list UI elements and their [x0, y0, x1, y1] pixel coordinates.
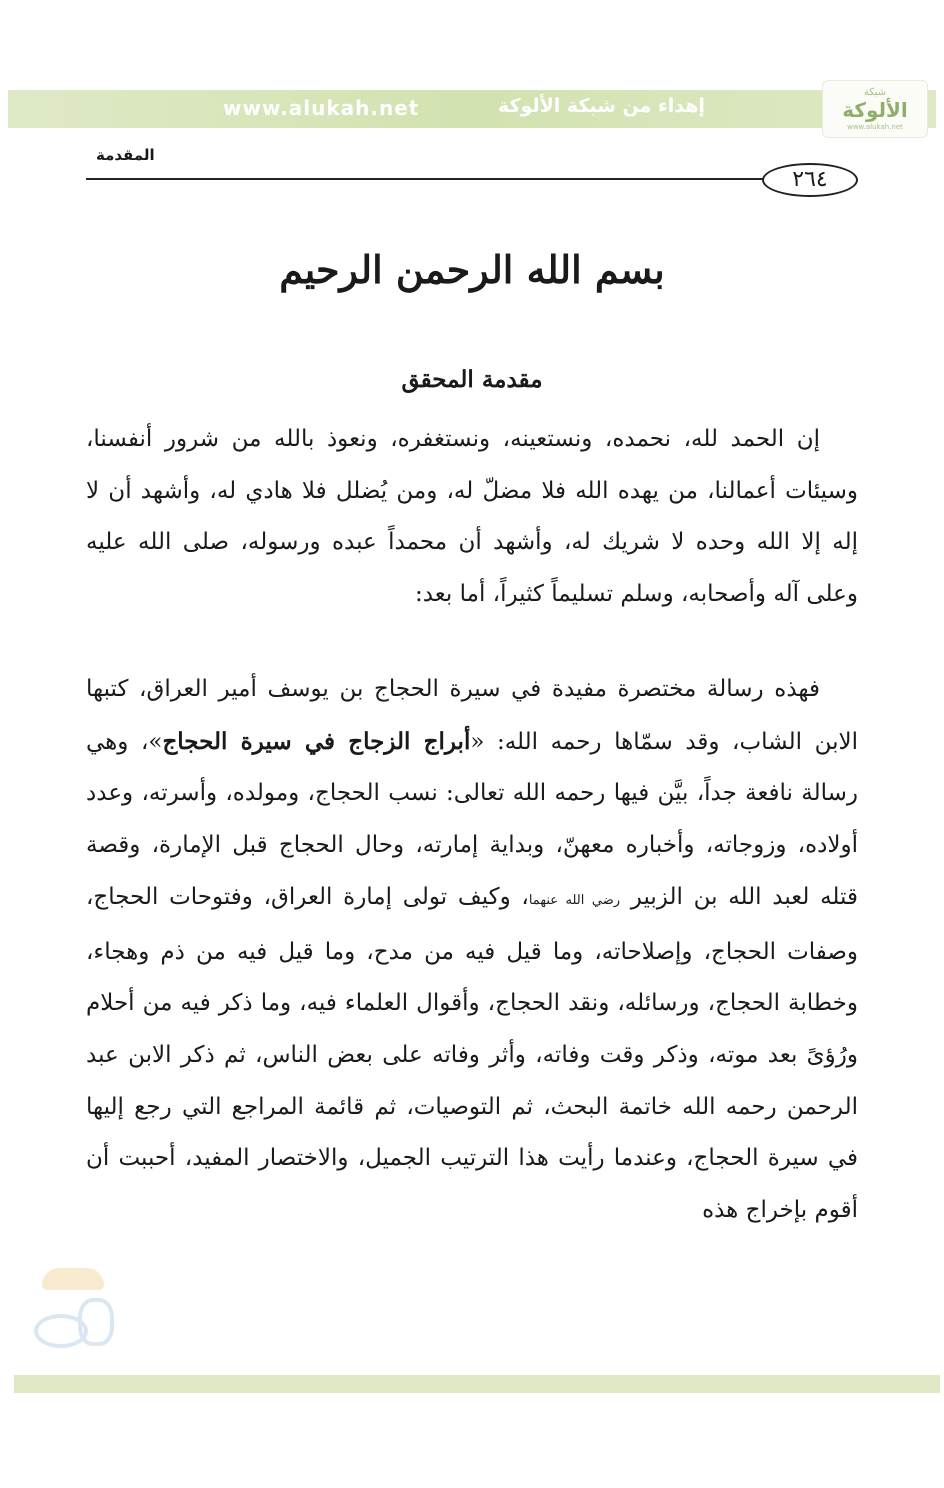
paragraph-text-3: ، وكيف تولى إمارة العراق، وفتوحات الحجاج، وصفات الحجاج، وإصلاحاته، وما قيل فيه من مدح، وما قيل فيه من ذم وهجاء، وخطابة الحجاج، ورسائله، ونقد الحجاج، وأقوال العلماء فيه، وما ذكر فيه من أحلام ورُؤىً بعد موته، وذكر وقت وفاته، وأثر وفاته على بعض الناس، ثم ذكر الابن عبد الرحمن رحمه الله خاتمة البحث، ثم التوصيات، ثم قائمة المراجع التي رجع إليها في سيرة الحجاج، وعندما رأيت هذا الترتيب الجميل، والاختصار المفيد، أحببت أن أقوم بإخراج هذه [86, 883, 858, 1224]
honorific-text: رضي الله عنهما [528, 892, 621, 908]
alukah-logo [822, 80, 928, 138]
paragraph-text-1: فهذه رسالة مختصرة مفيدة في سيرة الحجاج بن يوسف أمير العراق، كتبها الابن الشاب، وقد سمّاها رحمه الله: « [86, 676, 858, 755]
site-url[interactable]: www.alukah.net [223, 96, 420, 120]
logo-url-text: www.alukah.net [847, 123, 903, 131]
paragraph-intro: إن الحمد لله، نحمده، ونستعينه، ونستغفره، ونعوذ بالله من شرور أنفسنا، وسيئات أعمالنا، من يهده الله فلا مضلّ له، ومن يُضلل فلا هادي له، وأشهد أن لا إله إلا الله وحده لا شريك له، وأشهد أن محمداً عبده ورسوله، صلى الله عليه وعلى آله وأصحابه، وسلم تسليماً كثيراً، أما بعد: [86, 426, 858, 608]
logo-top-text: شبكة [863, 87, 887, 98]
paragraph-text-2: »، وهي رسالة نافعة جداً، بيَّن فيها رحمه الله تعالى: نسب الحجاج، ومولده، وأسرته، وعدد أولاده، وزوجاته، وأخباره معهنّ، وبداية إمارته، وحال الحجاج قبل الإمارة، وقصة قتله لعبد الله بن الزبير [86, 728, 858, 910]
footer-band [14, 1375, 940, 1393]
watermark-logo [26, 1268, 118, 1358]
gift-text: إهداء من شبكة الألوكة [498, 95, 705, 117]
watermark-sun-icon [42, 1268, 104, 1290]
logo-main-text: الألوكة [842, 98, 908, 122]
basmala: بسم الله الرحمن الرحيم [279, 247, 665, 292]
running-header-title: المقدمة [96, 146, 155, 164]
paragraph-description [86, 664, 858, 1237]
page-number: ٢٦٤ [762, 163, 858, 197]
book-title: أبراج الزجاج في سيرة الحجاج [162, 727, 471, 755]
header-rule [86, 178, 766, 180]
site-banner [8, 87, 936, 131]
watermark-swirl-icon [78, 1298, 114, 1346]
section-title: مقدمة المحقق [401, 366, 543, 393]
